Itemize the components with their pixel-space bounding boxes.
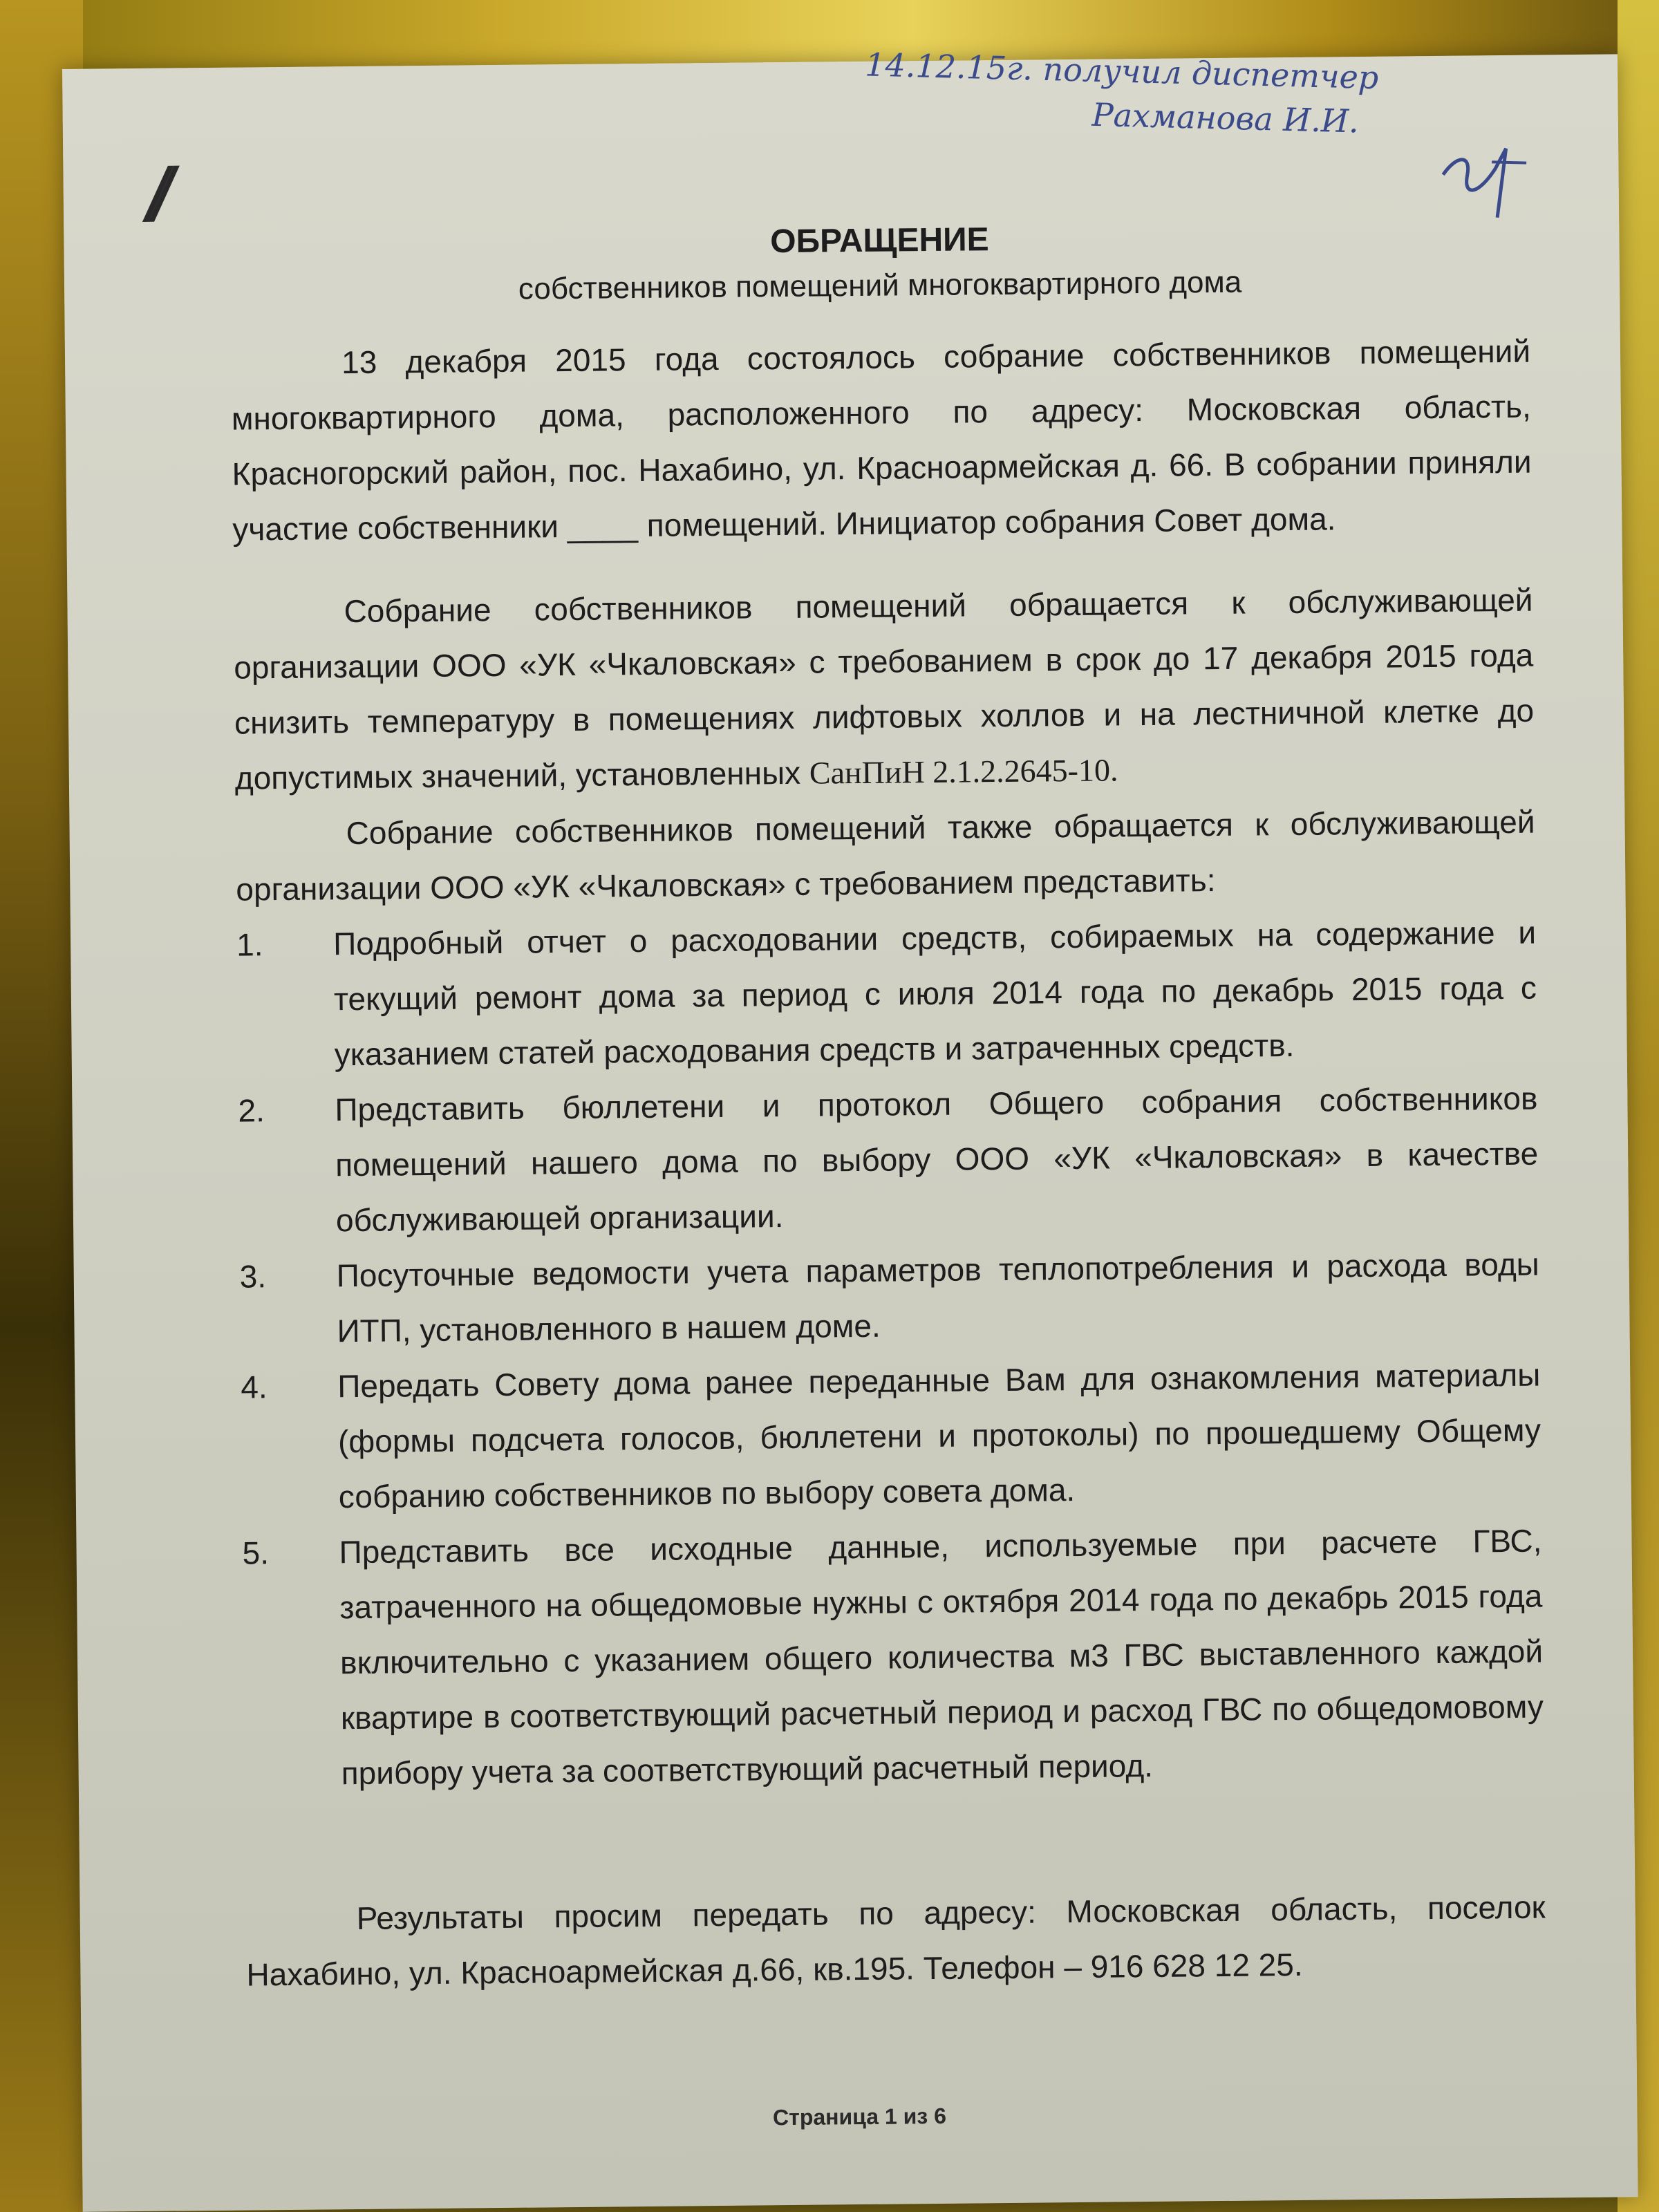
paragraph-temperature-text: Собрание собственников помещений обращается к обслуживающей организации ООО «УК «Чкаловская» с требованием в срок до 17 декабря 2015 года снизить температуру в помещениях лифтовых холлов и на лестничной клетке до допустимых значений, установленных — [234, 581, 1535, 796]
handwritten-note-date: 14.12.15г. получил диспетчер — [864, 46, 1379, 97]
document-body — [229, 166, 1546, 2003]
handwritten-note-name: Рахманова И.И. — [1091, 95, 1360, 140]
list-item — [238, 1071, 1539, 1249]
list-item-text: Представить все исходные данные, используемые при расчете ГВС, затраченного на общедомовые нужны с октября 2014 года по декабрь 2015 года включительно с указанием общего количества м3 ГВС выставленного каждой квартире в соответствующий расчетный период и расход ГВС по общедомовому прибору учета за соответствующий расчетный период. — [339, 1522, 1544, 1792]
list-item — [241, 1347, 1541, 1526]
list-item — [239, 1237, 1539, 1360]
list-item-number: 4. — [241, 1369, 268, 1405]
margin-mark: // — [146, 152, 159, 238]
page-footer: Страница 1 из 6 — [772, 2103, 947, 2130]
paragraph-request: Собрание собственников помещений также обращается к обслуживающей организации ООО «УК «Чкаловская» с требованием представить: — [236, 803, 1535, 908]
sanpin-reference: СанПиН 2.1.2.2645-10. — [809, 752, 1118, 791]
list-item-text: Представить бюллетени и протокол Общего собрания собственников помещений нашего дома по выбору ООО «УК «Чкаловская» в качестве обслуживающей организации. — [335, 1080, 1539, 1239]
list-item-number: 3. — [239, 1258, 267, 1295]
list-item-text: Подробный отчет о расходовании средств, собираемых на содержание и текущий ремонт дома за период с июля 2014 года по декабрь 2015 года с указанием статей расходования средств и затраченных средств. — [332, 914, 1537, 1073]
paragraph-temperature — [233, 572, 1535, 807]
list-item-number: 2. — [238, 1092, 265, 1129]
list-item — [242, 1513, 1544, 1802]
list-item-number: 5. — [242, 1535, 270, 1571]
list-item — [236, 905, 1537, 1083]
paragraph-meeting: 13 декабря 2015 года состоялось собрание собственников помещений многоквартирного дома, расположенного по адресу: Московская область, Красногорский район, пос. Нахабино, ул. Красноармейская д. 66. В собрании приняли участие собственники ____ помещений. Инициатор собрания Совет дома. — [231, 332, 1532, 547]
document-page — [62, 46, 1638, 2211]
document-title: ОБРАЩЕНИЕ — [769, 221, 989, 261]
list-item-text: Посуточные ведомости учета параметров теплопотребления и расхода воды ИТП, установленного в нашем доме. — [336, 1246, 1539, 1349]
list-item-number: 1. — [236, 926, 263, 963]
handwritten-note — [863, 42, 1557, 148]
list-item-text: Передать Совету дома ранее переданные Вам для ознакомления материалы (формы подсчета голосов, бюллетени и протоколы) по прошедшему Общему собранию собственников по выбору совета дома. — [337, 1356, 1541, 1515]
paragraph-result: Результаты просим передать по адресу: Московская область, поселок Нахабино, ул. Красноармейская д.66, кв.195. Телефон – 916 628 12 25. — [246, 1888, 1546, 1993]
document-subtitle: собственников помещений многоквартирного дома — [518, 265, 1242, 306]
